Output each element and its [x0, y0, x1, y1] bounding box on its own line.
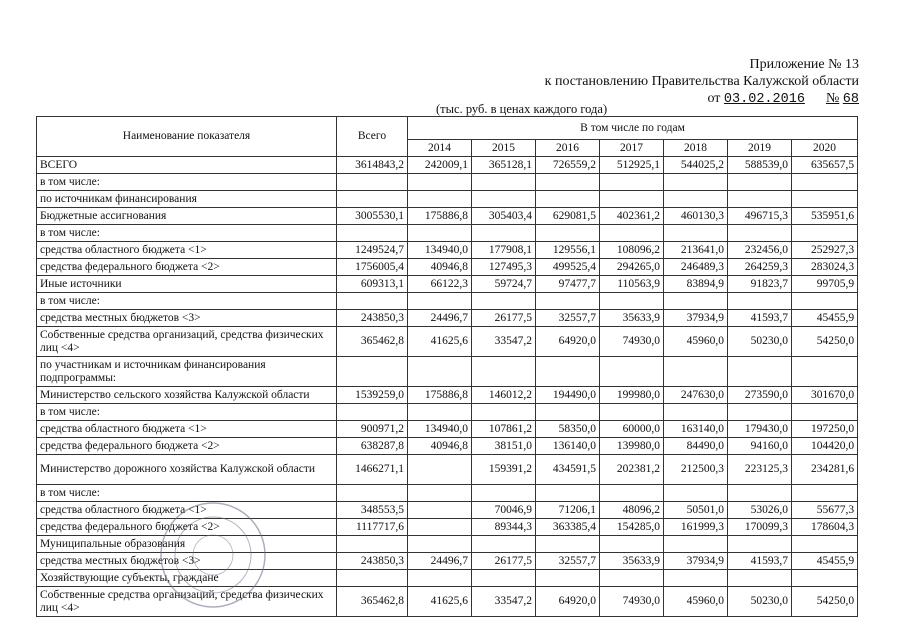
year-value-cell: 37934,9: [664, 553, 728, 570]
row-total: 348553,5: [337, 502, 408, 519]
row-total: 365462,8: [337, 587, 408, 617]
year-header: 2017: [600, 140, 664, 157]
funding-table: [36, 116, 858, 617]
row-name: в том числе:: [37, 225, 337, 242]
year-value-cell: [408, 455, 472, 485]
year-value-cell: [536, 293, 600, 310]
table-row: [37, 174, 858, 191]
table-row: [37, 225, 858, 242]
year-value-cell: 434591,5: [536, 455, 600, 485]
year-value-cell: 170099,3: [728, 519, 792, 536]
row-name: ВСЕГО: [37, 157, 337, 174]
year-value-cell: 45960,0: [664, 587, 728, 617]
row-total: [337, 191, 408, 208]
year-value-cell: 107861,2: [472, 421, 536, 438]
year-value-cell: [792, 225, 858, 242]
year-value-cell: [792, 293, 858, 310]
table-row: [37, 570, 858, 587]
year-value-cell: [600, 357, 664, 387]
row-name: в том числе:: [37, 293, 337, 310]
table-row: [37, 157, 858, 174]
row-total: 1117717,6: [337, 519, 408, 536]
year-value-cell: [408, 502, 472, 519]
year-value-cell: 246489,3: [664, 259, 728, 276]
year-value-cell: [792, 485, 858, 502]
year-value-cell: [408, 519, 472, 536]
year-value-cell: 58350,0: [536, 421, 600, 438]
year-value-cell: [472, 570, 536, 587]
year-value-cell: [792, 174, 858, 191]
year-value-cell: 136140,0: [536, 438, 600, 455]
year-value-cell: 177908,1: [472, 242, 536, 259]
table-row: [37, 519, 858, 536]
year-value-cell: 66122,3: [408, 276, 472, 293]
year-value-cell: 83894,9: [664, 276, 728, 293]
year-value-cell: [728, 357, 792, 387]
table-row: [37, 553, 858, 570]
year-value-cell: 305403,4: [472, 208, 536, 225]
year-value-cell: [664, 570, 728, 587]
year-value-cell: [664, 225, 728, 242]
year-value-cell: [664, 174, 728, 191]
year-value-cell: 99705,9: [792, 276, 858, 293]
column-header-name: Наименование показателя: [37, 117, 337, 157]
year-value-cell: 154285,0: [600, 519, 664, 536]
year-value-cell: 629081,5: [536, 208, 600, 225]
row-name: Собственные средства организаций, средства физических лиц <4>: [37, 327, 337, 357]
row-name: средства федерального бюджета <2>: [37, 438, 337, 455]
year-value-cell: [472, 404, 536, 421]
year-value-cell: [408, 536, 472, 553]
year-value-cell: 179430,0: [728, 421, 792, 438]
year-value-cell: 54250,0: [792, 587, 858, 617]
year-value-cell: [664, 536, 728, 553]
units-note: (тыс. руб. в ценах каждого года): [436, 102, 608, 116]
year-value-cell: 202381,2: [600, 455, 664, 485]
year-value-cell: [664, 293, 728, 310]
appendix-title: Приложение № 13: [749, 57, 859, 72]
year-value-cell: 84490,0: [664, 438, 728, 455]
row-name: Муниципальные образования: [37, 536, 337, 553]
year-value-cell: 70046,9: [472, 502, 536, 519]
year-value-cell: [664, 404, 728, 421]
year-value-cell: [536, 225, 600, 242]
row-name: средства областного бюджета <1>: [37, 502, 337, 519]
year-value-cell: [472, 225, 536, 242]
year-value-cell: 54250,0: [792, 327, 858, 357]
year-value-cell: 402361,2: [600, 208, 664, 225]
year-value-cell: [472, 174, 536, 191]
year-value-cell: 74930,0: [600, 327, 664, 357]
row-total: [337, 225, 408, 242]
row-name: в том числе:: [37, 485, 337, 502]
table-row: [37, 438, 858, 455]
table-row: [37, 293, 858, 310]
row-name: Министерство дорожного хозяйства Калужской области: [37, 455, 337, 485]
year-value-cell: 41593,7: [728, 553, 792, 570]
row-total: 1539259,0: [337, 387, 408, 404]
year-value-cell: 32557,7: [536, 553, 600, 570]
year-value-cell: 59724,7: [472, 276, 536, 293]
year-value-cell: 110563,9: [600, 276, 664, 293]
year-value-cell: 41625,6: [408, 587, 472, 617]
table-row: [37, 404, 858, 421]
year-value-cell: [600, 225, 664, 242]
year-value-cell: 50501,0: [664, 502, 728, 519]
year-value-cell: [472, 357, 536, 387]
year-value-cell: 273590,0: [728, 387, 792, 404]
year-value-cell: [472, 485, 536, 502]
year-value-cell: 24496,7: [408, 310, 472, 327]
table-row: [37, 242, 858, 259]
document-header: [545, 56, 859, 108]
year-header: 2018: [664, 140, 728, 157]
year-value-cell: [600, 191, 664, 208]
row-total: [337, 404, 408, 421]
year-value-cell: 301670,0: [792, 387, 858, 404]
row-name: Министерство сельского хозяйства Калужской области: [37, 387, 337, 404]
year-value-cell: [792, 357, 858, 387]
year-value-cell: 264259,3: [728, 259, 792, 276]
row-total: 638287,8: [337, 438, 408, 455]
from-label: от: [707, 91, 721, 106]
table-row: [37, 276, 858, 293]
year-value-cell: 544025,2: [664, 157, 728, 174]
year-value-cell: 48096,2: [600, 502, 664, 519]
row-name: Бюджетные ассигнования: [37, 208, 337, 225]
year-value-cell: 41593,7: [728, 310, 792, 327]
row-total: 1249524,7: [337, 242, 408, 259]
year-value-cell: 32557,7: [536, 310, 600, 327]
year-value-cell: 197250,0: [792, 421, 858, 438]
year-value-cell: 163140,0: [664, 421, 728, 438]
year-value-cell: 588539,0: [728, 157, 792, 174]
year-value-cell: [728, 570, 792, 587]
year-value-cell: [536, 357, 600, 387]
row-total: 243850,3: [337, 310, 408, 327]
year-value-cell: 38151,0: [472, 438, 536, 455]
table-row: [37, 357, 858, 387]
row-name: по участникам и источникам финансирования подпрограммы:: [37, 357, 337, 387]
row-name: средства областного бюджета <1>: [37, 421, 337, 438]
year-value-cell: 33547,2: [472, 587, 536, 617]
year-value-cell: [536, 570, 600, 587]
year-value-cell: [600, 536, 664, 553]
row-name: Собственные средства организаций, средства физических лиц <4>: [37, 587, 337, 617]
year-value-cell: [664, 191, 728, 208]
year-value-cell: 635657,5: [792, 157, 858, 174]
row-total: [337, 536, 408, 553]
year-value-cell: [728, 293, 792, 310]
year-value-cell: [728, 225, 792, 242]
year-header: 2019: [728, 140, 792, 157]
row-total: [337, 357, 408, 387]
table-row: [37, 455, 858, 485]
year-header: 2016: [536, 140, 600, 157]
row-total: 365462,8: [337, 327, 408, 357]
year-value-cell: 26177,5: [472, 553, 536, 570]
year-value-cell: 45455,9: [792, 310, 858, 327]
year-value-cell: 129556,1: [536, 242, 600, 259]
row-total: [337, 485, 408, 502]
year-value-cell: 108096,2: [600, 242, 664, 259]
year-value-cell: [472, 293, 536, 310]
year-value-cell: [792, 570, 858, 587]
year-value-cell: [600, 404, 664, 421]
year-value-cell: 55677,3: [792, 502, 858, 519]
table-body: [37, 157, 858, 617]
table-row: [37, 502, 858, 519]
year-value-cell: [408, 174, 472, 191]
year-value-cell: 45455,9: [792, 553, 858, 570]
year-value-cell: [728, 404, 792, 421]
row-total: 3005530,1: [337, 208, 408, 225]
year-value-cell: [472, 191, 536, 208]
year-value-cell: 64920,0: [536, 327, 600, 357]
year-value-cell: 252927,3: [792, 242, 858, 259]
year-value-cell: [408, 293, 472, 310]
year-value-cell: 213641,0: [664, 242, 728, 259]
row-total: 1756005,4: [337, 259, 408, 276]
year-value-cell: [536, 191, 600, 208]
year-value-cell: [408, 570, 472, 587]
row-total: [337, 293, 408, 310]
year-value-cell: 60000,0: [600, 421, 664, 438]
year-value-cell: 283024,3: [792, 259, 858, 276]
year-value-cell: 199980,0: [600, 387, 664, 404]
row-name: средства областного бюджета <1>: [37, 242, 337, 259]
year-value-cell: 294265,0: [600, 259, 664, 276]
row-name: средства федерального бюджета <2>: [37, 519, 337, 536]
year-value-cell: [728, 485, 792, 502]
year-value-cell: 94160,0: [728, 438, 792, 455]
year-value-cell: 134940,0: [408, 421, 472, 438]
year-value-cell: 159391,2: [472, 455, 536, 485]
year-value-cell: 74930,0: [600, 587, 664, 617]
row-name: средства федерального бюджета <2>: [37, 259, 337, 276]
table-row: [37, 208, 858, 225]
year-header: 2020: [792, 140, 858, 157]
resolution-reference: к постановлению Правительства Калужской области: [544, 74, 859, 89]
year-value-cell: 71206,1: [536, 502, 600, 519]
row-total: 243850,3: [337, 553, 408, 570]
year-value-cell: 363385,4: [536, 519, 600, 536]
year-value-cell: 127495,3: [472, 259, 536, 276]
column-header-years-group: В том числе по годам: [408, 117, 858, 140]
row-total: 900971,2: [337, 421, 408, 438]
year-header: 2015: [472, 140, 536, 157]
row-total: [337, 570, 408, 587]
year-value-cell: [408, 357, 472, 387]
year-value-cell: [536, 536, 600, 553]
resolution-date: 03.02.2016: [723, 92, 805, 107]
year-value-cell: [600, 293, 664, 310]
year-value-cell: 139980,0: [600, 438, 664, 455]
row-total: 1466271,1: [337, 455, 408, 485]
row-total: 3614843,2: [337, 157, 408, 174]
table-row: [37, 259, 858, 276]
year-value-cell: 35633,9: [600, 553, 664, 570]
year-value-cell: 50230,0: [728, 587, 792, 617]
resolution-number: 68: [842, 92, 859, 107]
year-value-cell: 212500,3: [664, 455, 728, 485]
year-value-cell: 64920,0: [536, 587, 600, 617]
year-value-cell: 104420,0: [792, 438, 858, 455]
year-value-cell: 146012,2: [472, 387, 536, 404]
year-value-cell: 91823,7: [728, 276, 792, 293]
year-value-cell: 33547,2: [472, 327, 536, 357]
year-value-cell: 24496,7: [408, 553, 472, 570]
year-value-cell: 194490,0: [536, 387, 600, 404]
year-value-cell: 161999,3: [664, 519, 728, 536]
column-header-total: Всего: [337, 117, 408, 157]
year-value-cell: 175886,8: [408, 208, 472, 225]
row-name: средства местных бюджетов <3>: [37, 310, 337, 327]
year-value-cell: [728, 536, 792, 553]
year-value-cell: 40946,8: [408, 259, 472, 276]
row-name: средства местных бюджетов <3>: [37, 553, 337, 570]
table-row: [37, 387, 858, 404]
year-value-cell: 89344,3: [472, 519, 536, 536]
year-value-cell: 26177,5: [472, 310, 536, 327]
year-value-cell: [408, 485, 472, 502]
year-value-cell: 134940,0: [408, 242, 472, 259]
year-value-cell: 499525,4: [536, 259, 600, 276]
row-name: Иные источники: [37, 276, 337, 293]
year-value-cell: 232456,0: [728, 242, 792, 259]
year-value-cell: [408, 225, 472, 242]
year-value-cell: 535951,6: [792, 208, 858, 225]
table-row: [37, 421, 858, 438]
number-label: №: [825, 91, 840, 106]
year-value-cell: [600, 174, 664, 191]
year-value-cell: [728, 191, 792, 208]
year-value-cell: [600, 570, 664, 587]
year-value-cell: [664, 357, 728, 387]
table-row: [37, 327, 858, 357]
year-value-cell: [408, 404, 472, 421]
year-value-cell: 512925,1: [600, 157, 664, 174]
year-value-cell: 242009,1: [408, 157, 472, 174]
year-value-cell: [792, 191, 858, 208]
row-name: в том числе:: [37, 174, 337, 191]
year-value-cell: 40946,8: [408, 438, 472, 455]
year-value-cell: 175886,8: [408, 387, 472, 404]
row-name: по источникам финансирования: [37, 191, 337, 208]
year-value-cell: [536, 404, 600, 421]
year-header: 2014: [408, 140, 472, 157]
year-value-cell: 35633,9: [600, 310, 664, 327]
year-value-cell: [728, 174, 792, 191]
year-value-cell: 365128,1: [472, 157, 536, 174]
year-value-cell: [664, 485, 728, 502]
year-value-cell: 460130,3: [664, 208, 728, 225]
year-value-cell: 223125,3: [728, 455, 792, 485]
year-value-cell: 726559,2: [536, 157, 600, 174]
year-value-cell: 53026,0: [728, 502, 792, 519]
year-value-cell: 247630,0: [664, 387, 728, 404]
row-total: 609313,1: [337, 276, 408, 293]
year-value-cell: 178604,3: [792, 519, 858, 536]
year-value-cell: [536, 174, 600, 191]
year-value-cell: [408, 191, 472, 208]
table-row: [37, 536, 858, 553]
year-value-cell: [792, 536, 858, 553]
year-value-cell: 41625,6: [408, 327, 472, 357]
year-value-cell: [792, 404, 858, 421]
table-row: [37, 310, 858, 327]
table-row: [37, 485, 858, 502]
year-value-cell: 97477,7: [536, 276, 600, 293]
table-row: [37, 587, 858, 617]
year-value-cell: 37934,9: [664, 310, 728, 327]
table-row: [37, 191, 858, 208]
year-value-cell: 45960,0: [664, 327, 728, 357]
row-name: Хозяйствующие субъекты, граждане: [37, 570, 337, 587]
row-name: в том числе:: [37, 404, 337, 421]
year-value-cell: [472, 536, 536, 553]
year-value-cell: 234281,6: [792, 455, 858, 485]
row-total: [337, 174, 408, 191]
year-value-cell: [600, 485, 664, 502]
year-value-cell: 50230,0: [728, 327, 792, 357]
year-value-cell: 496715,3: [728, 208, 792, 225]
year-value-cell: [536, 485, 600, 502]
